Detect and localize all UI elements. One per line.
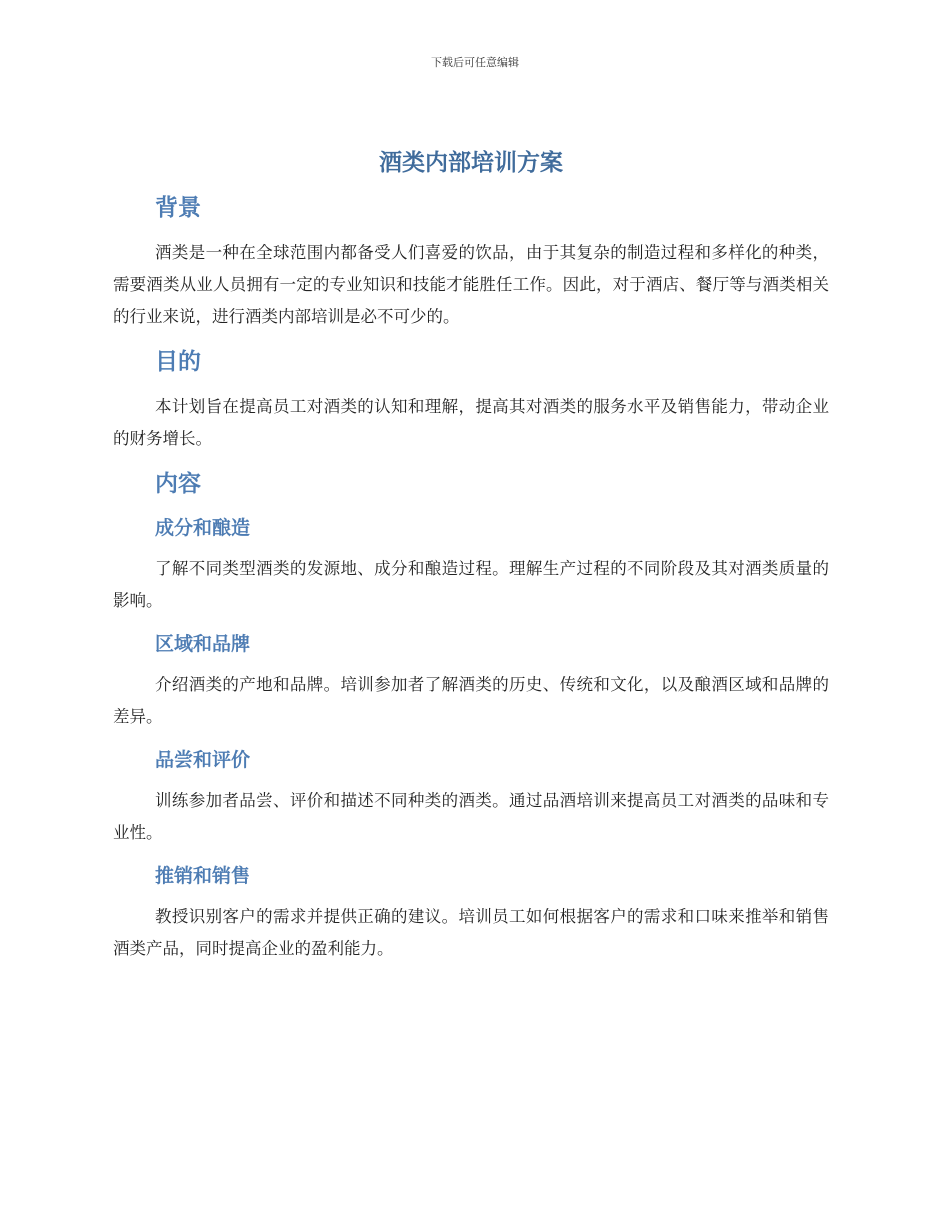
header-note: 下载后可任意编辑 xyxy=(431,56,519,69)
subsection-heading-tasting: 品尝和评价 xyxy=(155,749,251,771)
subsection-paragraph-ingredients: 了解不同类型酒类的发源地、成分和酿造过程。理解生产过程的不同阶段及其对酒类质量的影响。 xyxy=(113,559,829,610)
section-paragraph-purpose: 本计划旨在提高员工对酒类的认知和理解，提高其对酒类的服务水平及销售能力，带动企业的财务增长。 xyxy=(113,397,829,448)
section-paragraph-background: 酒类是一种在全球范围内都备受人们喜爱的饮品，由于其复杂的制造过程和多样化的种类，需要酒类从业人员拥有一定的专业知识和技能才能胜任工作。因此，对于酒店、餐厅等与酒类相关的行业来说，进行酒类内部培训是必不可少的。 xyxy=(113,243,829,326)
section-heading-content: 内容 xyxy=(155,471,201,497)
document-title: 酒类内部培训方案 xyxy=(379,150,563,176)
subsection-paragraph-sales: 教授识别客户的需求并提供正确的建议。培训员工如何根据客户的需求和口味来推举和销售酒类产品，同时提高企业的盈利能力。 xyxy=(113,907,829,958)
subsection-paragraph-tasting: 训练参加者品尝、评价和描述不同种类的酒类。通过品酒培训来提高员工对酒类的品味和专业性。 xyxy=(113,791,829,842)
subsection-heading-ingredients: 成分和酿造 xyxy=(155,517,251,539)
document-body xyxy=(113,145,829,977)
subsection-heading-regions: 区域和品牌 xyxy=(155,633,251,655)
subsection-paragraph-regions: 介绍酒类的产地和品牌。培训参加者了解酒类的历史、传统和文化，以及酿酒区域和品牌的差异。 xyxy=(113,675,829,726)
section-heading-background: 背景 xyxy=(155,195,201,221)
section-heading-purpose: 目的 xyxy=(155,349,201,375)
subsection-heading-sales: 推销和销售 xyxy=(155,865,251,887)
